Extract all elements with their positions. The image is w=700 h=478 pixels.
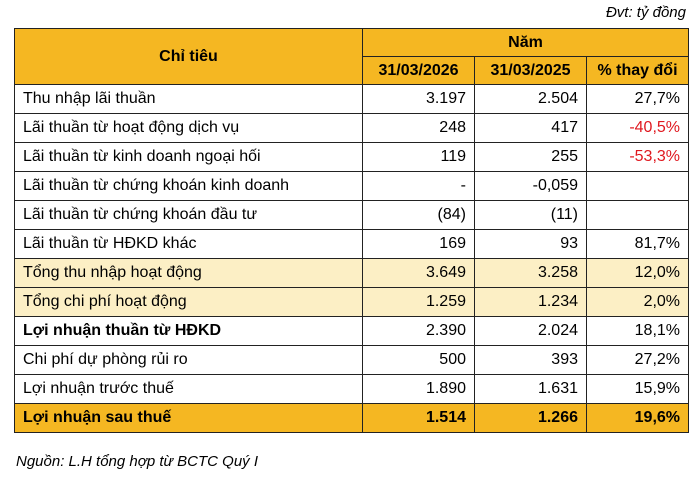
row-label: Tổng thu nhập hoạt động [15,259,363,288]
financial-table [14,28,689,433]
table-row [15,375,689,404]
value-2025: 2.024 [475,317,587,346]
value-change: 19,6% [587,404,689,433]
value-2026: 1.259 [363,288,475,317]
value-2026: 3.649 [363,259,475,288]
value-2026: 1.514 [363,404,475,433]
source-note: Nguồn: L.H tổng hợp từ BCTC Quý I [16,453,259,470]
value-change: 81,7% [587,230,689,259]
value-2025: 417 [475,114,587,143]
value-2026: 248 [363,114,475,143]
value-2025: (11) [475,201,587,230]
row-label: Lãi thuần từ chứng khoán kinh doanh [15,172,363,201]
table-row [15,172,689,201]
value-2026: 1.890 [363,375,475,404]
value-change: 12,0% [587,259,689,288]
table-row [15,201,689,230]
value-2025: 255 [475,143,587,172]
indicator-header: Chỉ tiêu [15,29,363,85]
table-row [15,114,689,143]
value-change: 2,0% [587,288,689,317]
value-2026: 2.390 [363,317,475,346]
value-2026: 3.197 [363,85,475,114]
col-2026-header: 31/03/2026 [363,57,475,85]
value-2026: 169 [363,230,475,259]
col-change-header: % thay đổi [587,57,689,85]
table-row [15,288,689,317]
value-change: -40,5% [587,114,689,143]
value-change: 27,7% [587,85,689,114]
value-2025: 3.258 [475,259,587,288]
value-2025: 393 [475,346,587,375]
table-row [15,404,689,433]
row-label: Chi phí dự phòng rủi ro [15,346,363,375]
row-label: Lợi nhuận thuần từ HĐKD [15,317,363,346]
table-row [15,143,689,172]
table-row [15,85,689,114]
row-label: Lãi thuần từ hoạt động dịch vụ [15,114,363,143]
value-change: 18,1% [587,317,689,346]
value-2025: 2.504 [475,85,587,114]
table-row [15,230,689,259]
table-row [15,259,689,288]
row-label: Lợi nhuận trước thuế [15,375,363,404]
row-label: Lãi thuần từ kinh doanh ngoại hối [15,143,363,172]
value-2026: 119 [363,143,475,172]
value-2025: 1.266 [475,404,587,433]
value-2026: (84) [363,201,475,230]
value-2026: 500 [363,346,475,375]
row-label: Lãi thuần từ chứng khoán đầu tư [15,201,363,230]
value-change: -53,3% [587,143,689,172]
value-2026: - [363,172,475,201]
value-change: 27,2% [587,346,689,375]
value-2025: -0,059 [475,172,587,201]
value-change: 15,9% [587,375,689,404]
unit-note: Đvt: tỷ đồng [605,4,686,21]
value-2025: 93 [475,230,587,259]
row-label: Thu nhập lãi thuần [15,85,363,114]
table-row [15,346,689,375]
row-label: Lãi thuần từ HĐKD khác [15,230,363,259]
value-change [587,201,689,230]
row-label: Lợi nhuận sau thuế [15,404,363,433]
value-change [587,172,689,201]
year-group-header: Năm [363,29,689,57]
value-2025: 1.234 [475,288,587,317]
col-2025-header: 31/03/2025 [475,57,587,85]
value-2025: 1.631 [475,375,587,404]
table-row [15,317,689,346]
row-label: Tổng chi phí hoạt động [15,288,363,317]
